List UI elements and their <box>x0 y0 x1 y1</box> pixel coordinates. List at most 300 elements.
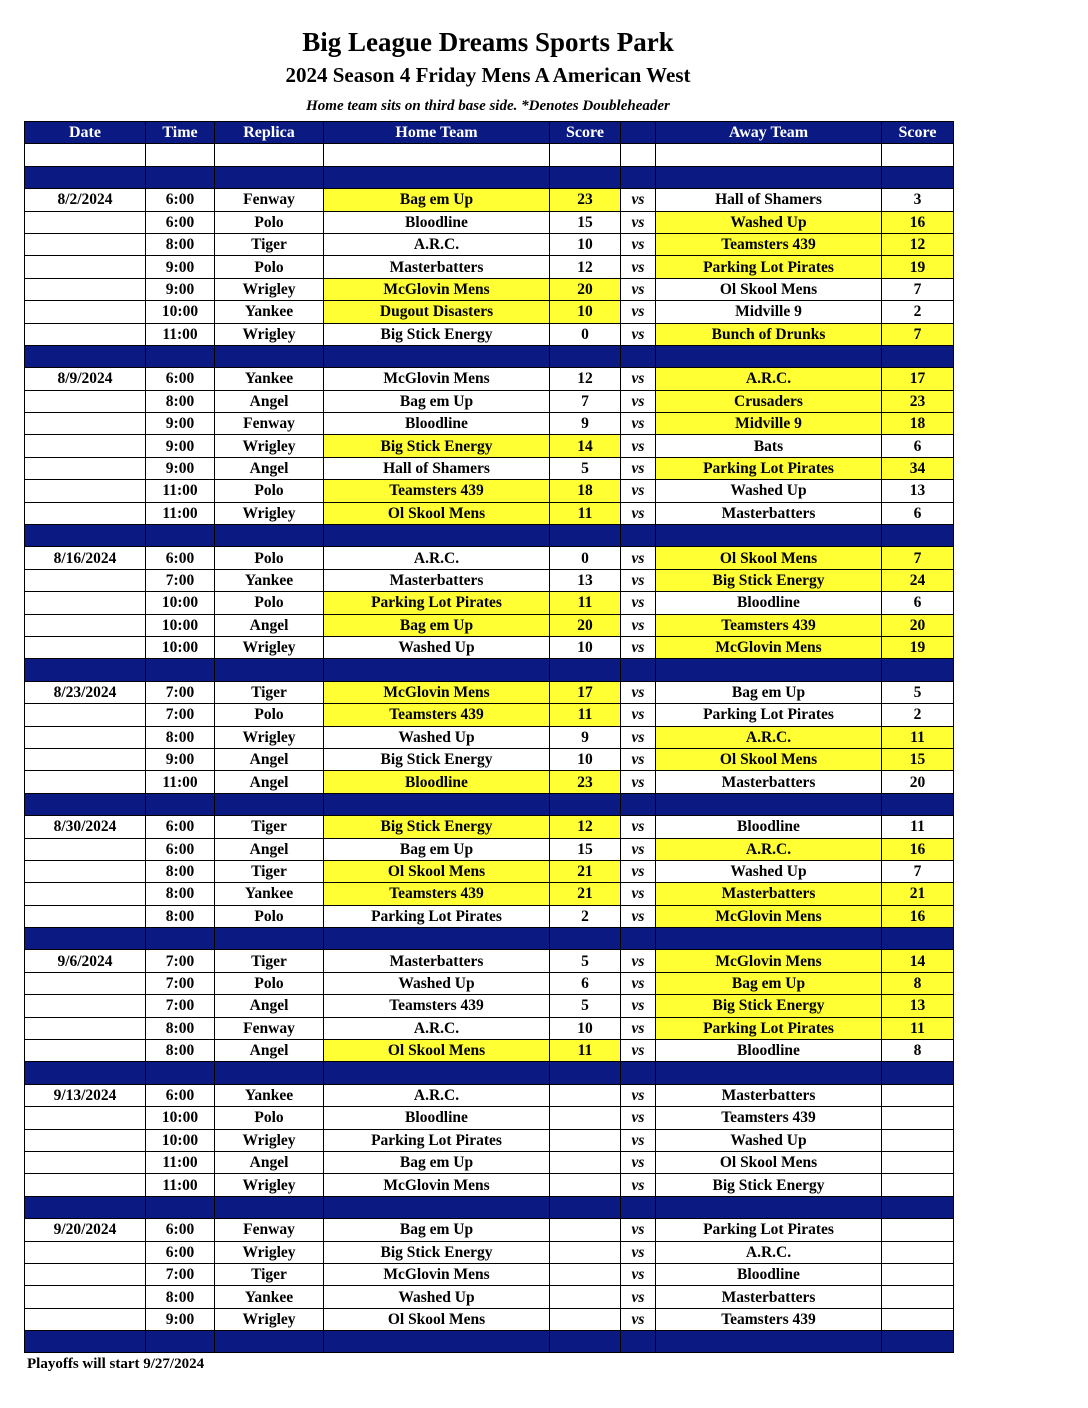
away-team: Washed Up <box>656 211 882 233</box>
away-score: 24 <box>882 569 954 591</box>
away-team: Bloodline <box>656 1040 882 1062</box>
vs-label: vs <box>621 547 656 569</box>
vs-label: vs <box>621 368 656 390</box>
away-score: 11 <box>882 1017 954 1039</box>
game-field: Yankee <box>215 301 324 323</box>
blank-cell <box>550 144 621 166</box>
game-field: Polo <box>215 547 324 569</box>
game-date-empty <box>25 1263 146 1285</box>
game-row <box>25 301 954 323</box>
separator-cell <box>25 525 146 547</box>
game-row <box>25 323 954 345</box>
col-header-time: Time <box>146 122 215 144</box>
separator-cell <box>215 1196 324 1218</box>
separator-cell <box>146 166 215 188</box>
vs-label: vs <box>621 681 656 703</box>
home-team: Big Stick Energy <box>324 435 550 457</box>
separator-cell <box>621 793 656 815</box>
home-team: Masterbatters <box>324 950 550 972</box>
blank-cell <box>621 144 656 166</box>
game-row <box>25 1017 954 1039</box>
game-field: Angel <box>215 457 324 479</box>
game-row <box>25 211 954 233</box>
game-date: 8/2/2024 <box>25 189 146 211</box>
home-score: 10 <box>550 636 621 658</box>
home-score: 11 <box>550 502 621 524</box>
separator-cell <box>550 345 621 367</box>
vs-label: vs <box>621 726 656 748</box>
home-team: McGlovin Mens <box>324 368 550 390</box>
home-score: 9 <box>550 413 621 435</box>
game-time: 11:00 <box>146 323 215 345</box>
game-time: 11:00 <box>146 502 215 524</box>
game-row <box>25 681 954 703</box>
separator-cell <box>146 659 215 681</box>
game-time: 9:00 <box>146 748 215 770</box>
away-score: 2 <box>882 704 954 726</box>
game-date: 8/16/2024 <box>25 547 146 569</box>
game-row <box>25 278 954 300</box>
game-row <box>25 569 954 591</box>
away-score: 13 <box>882 480 954 502</box>
game-row <box>25 636 954 658</box>
home-team: Parking Lot Pirates <box>324 1129 550 1151</box>
home-score: 17 <box>550 681 621 703</box>
home-score <box>550 1129 621 1151</box>
away-score: 7 <box>882 278 954 300</box>
game-field: Fenway <box>215 1219 324 1241</box>
home-team: Big Stick Energy <box>324 748 550 770</box>
home-score: 23 <box>550 189 621 211</box>
home-score: 23 <box>550 771 621 793</box>
game-field: Polo <box>215 905 324 927</box>
game-date-empty <box>25 390 146 412</box>
away-team: Crusaders <box>656 390 882 412</box>
separator-cell <box>550 1196 621 1218</box>
vs-label: vs <box>621 771 656 793</box>
separator-cell <box>324 1331 550 1353</box>
separator-cell <box>656 659 882 681</box>
home-team: Washed Up <box>324 636 550 658</box>
vs-label: vs <box>621 883 656 905</box>
game-row <box>25 972 954 994</box>
game-date-empty <box>25 233 146 255</box>
game-field: Angel <box>215 771 324 793</box>
game-field: Tiger <box>215 1263 324 1285</box>
blank-row <box>25 144 954 166</box>
away-team: Ol Skool Mens <box>656 748 882 770</box>
away-score <box>882 1107 954 1129</box>
game-date-empty <box>25 1107 146 1129</box>
away-score: 7 <box>882 547 954 569</box>
home-team: Bloodline <box>324 1107 550 1129</box>
game-row <box>25 748 954 770</box>
game-field: Polo <box>215 211 324 233</box>
game-field: Yankee <box>215 368 324 390</box>
separator-cell <box>215 659 324 681</box>
game-row <box>25 413 954 435</box>
game-time: 6:00 <box>146 1219 215 1241</box>
away-team: McGlovin Mens <box>656 950 882 972</box>
game-date-empty <box>25 1286 146 1308</box>
away-score: 11 <box>882 726 954 748</box>
game-time: 7:00 <box>146 704 215 726</box>
game-time: 10:00 <box>146 1107 215 1129</box>
separator-cell <box>146 793 215 815</box>
game-date-empty <box>25 1040 146 1062</box>
home-team: A.R.C. <box>324 233 550 255</box>
game-field: Polo <box>215 592 324 614</box>
separator-cell <box>25 1196 146 1218</box>
away-score: 17 <box>882 368 954 390</box>
home-score: 9 <box>550 726 621 748</box>
home-team: Bloodline <box>324 771 550 793</box>
vs-label: vs <box>621 569 656 591</box>
game-date-empty <box>25 883 146 905</box>
game-date-empty <box>25 592 146 614</box>
home-team: Ol Skool Mens <box>324 1040 550 1062</box>
home-score <box>550 1174 621 1196</box>
vs-label: vs <box>621 480 656 502</box>
game-row <box>25 1286 954 1308</box>
week-separator-row <box>25 525 954 547</box>
week-separator-row <box>25 1062 954 1084</box>
vs-label: vs <box>621 905 656 927</box>
game-row <box>25 995 954 1017</box>
vs-label: vs <box>621 995 656 1017</box>
home-team: Bloodline <box>324 413 550 435</box>
game-date: 8/23/2024 <box>25 681 146 703</box>
game-date-empty <box>25 1017 146 1039</box>
game-field: Yankee <box>215 1084 324 1106</box>
away-score: 6 <box>882 502 954 524</box>
game-date-empty <box>25 972 146 994</box>
game-time: 11:00 <box>146 771 215 793</box>
game-time: 10:00 <box>146 636 215 658</box>
home-score: 6 <box>550 972 621 994</box>
away-team: A.R.C. <box>656 1241 882 1263</box>
game-row <box>25 233 954 255</box>
game-date-empty <box>25 995 146 1017</box>
away-score: 12 <box>882 233 954 255</box>
game-field: Wrigley <box>215 1241 324 1263</box>
game-field: Angel <box>215 1040 324 1062</box>
vs-label: vs <box>621 301 656 323</box>
home-team: Big Stick Energy <box>324 323 550 345</box>
away-score: 18 <box>882 413 954 435</box>
away-team: Ol Skool Mens <box>656 547 882 569</box>
game-field: Tiger <box>215 233 324 255</box>
game-row <box>25 883 954 905</box>
game-row <box>25 1084 954 1106</box>
game-field: Polo <box>215 1107 324 1129</box>
home-score <box>550 1241 621 1263</box>
away-score: 6 <box>882 592 954 614</box>
home-team: McGlovin Mens <box>324 278 550 300</box>
game-time: 11:00 <box>146 1151 215 1173</box>
game-date: 9/13/2024 <box>25 1084 146 1106</box>
home-score: 12 <box>550 256 621 278</box>
separator-cell <box>550 793 621 815</box>
vs-label: vs <box>621 413 656 435</box>
game-field: Tiger <box>215 816 324 838</box>
game-date-empty <box>25 614 146 636</box>
game-row <box>25 860 954 882</box>
away-score <box>882 1241 954 1263</box>
separator-cell <box>215 793 324 815</box>
game-row <box>25 480 954 502</box>
vs-label: vs <box>621 1286 656 1308</box>
game-field: Angel <box>215 995 324 1017</box>
home-score: 12 <box>550 816 621 838</box>
home-score: 10 <box>550 301 621 323</box>
vs-label: vs <box>621 838 656 860</box>
separator-cell <box>215 166 324 188</box>
separator-cell <box>25 793 146 815</box>
away-team: Midville 9 <box>656 301 882 323</box>
game-date-empty <box>25 413 146 435</box>
away-score <box>882 1308 954 1330</box>
blank-cell <box>25 144 146 166</box>
game-date-empty <box>25 480 146 502</box>
separator-cell <box>215 928 324 950</box>
home-team: Bag em Up <box>324 614 550 636</box>
week-separator-row <box>25 659 954 681</box>
away-team: Parking Lot Pirates <box>656 1017 882 1039</box>
game-date-empty <box>25 704 146 726</box>
away-score: 8 <box>882 1040 954 1062</box>
separator-cell <box>621 1331 656 1353</box>
home-team: Teamsters 439 <box>324 704 550 726</box>
game-time: 8:00 <box>146 233 215 255</box>
separator-cell <box>656 793 882 815</box>
game-time: 10:00 <box>146 592 215 614</box>
home-team: McGlovin Mens <box>324 1263 550 1285</box>
away-score: 16 <box>882 211 954 233</box>
home-score: 21 <box>550 883 621 905</box>
game-date-empty <box>25 860 146 882</box>
separator-cell <box>550 928 621 950</box>
separator-cell <box>621 659 656 681</box>
vs-label: vs <box>621 1263 656 1285</box>
home-team: Ol Skool Mens <box>324 1308 550 1330</box>
vs-label: vs <box>621 1174 656 1196</box>
separator-cell <box>324 166 550 188</box>
game-time: 8:00 <box>146 1040 215 1062</box>
week-separator-row <box>25 345 954 367</box>
vs-label: vs <box>621 189 656 211</box>
away-score: 34 <box>882 457 954 479</box>
separator-cell <box>882 928 954 950</box>
separator-cell <box>621 166 656 188</box>
home-score: 18 <box>550 480 621 502</box>
away-team: Teamsters 439 <box>656 233 882 255</box>
game-row <box>25 592 954 614</box>
home-score: 13 <box>550 569 621 591</box>
col-header-home-team: Home Team <box>324 122 550 144</box>
separator-cell <box>656 345 882 367</box>
col-header-date: Date <box>25 122 146 144</box>
away-score <box>882 1219 954 1241</box>
game-row <box>25 457 954 479</box>
separator-cell <box>656 1062 882 1084</box>
game-field: Wrigley <box>215 726 324 748</box>
away-score: 2 <box>882 301 954 323</box>
away-score: 20 <box>882 771 954 793</box>
game-field: Polo <box>215 480 324 502</box>
game-time: 8:00 <box>146 1017 215 1039</box>
away-team: Bloodline <box>656 816 882 838</box>
blank-cell <box>324 144 550 166</box>
home-score: 11 <box>550 1040 621 1062</box>
away-score: 16 <box>882 905 954 927</box>
game-field: Angel <box>215 748 324 770</box>
game-date-empty <box>25 771 146 793</box>
week-separator-row <box>25 166 954 188</box>
game-date-empty <box>25 1308 146 1330</box>
away-team: Masterbatters <box>656 1084 882 1106</box>
separator-cell <box>324 1196 550 1218</box>
week-separator-row <box>25 1331 954 1353</box>
game-row <box>25 1107 954 1129</box>
game-time: 9:00 <box>146 278 215 300</box>
away-team: Washed Up <box>656 1129 882 1151</box>
away-score: 3 <box>882 189 954 211</box>
game-time: 9:00 <box>146 457 215 479</box>
game-date-empty <box>25 1241 146 1263</box>
game-row <box>25 726 954 748</box>
away-score: 13 <box>882 995 954 1017</box>
away-team: Parking Lot Pirates <box>656 457 882 479</box>
game-field: Polo <box>215 972 324 994</box>
separator-cell <box>550 166 621 188</box>
game-date-empty <box>25 636 146 658</box>
separator-cell <box>215 525 324 547</box>
away-team: Ol Skool Mens <box>656 1151 882 1173</box>
home-team: Ol Skool Mens <box>324 502 550 524</box>
away-team: Washed Up <box>656 860 882 882</box>
home-team: A.R.C. <box>324 547 550 569</box>
game-date-empty <box>25 502 146 524</box>
game-time: 6:00 <box>146 189 215 211</box>
game-row <box>25 1308 954 1330</box>
game-time: 8:00 <box>146 883 215 905</box>
vs-label: vs <box>621 1084 656 1106</box>
vs-label: vs <box>621 1107 656 1129</box>
away-team: Bloodline <box>656 592 882 614</box>
vs-label: vs <box>621 1219 656 1241</box>
game-row <box>25 1219 954 1241</box>
game-time: 8:00 <box>146 1286 215 1308</box>
separator-cell <box>215 1331 324 1353</box>
away-team: McGlovin Mens <box>656 905 882 927</box>
separator-cell <box>324 659 550 681</box>
separator-cell <box>324 525 550 547</box>
game-date: 9/6/2024 <box>25 950 146 972</box>
game-field: Wrigley <box>215 323 324 345</box>
game-row <box>25 950 954 972</box>
separator-cell <box>621 1062 656 1084</box>
game-row <box>25 1040 954 1062</box>
away-score: 19 <box>882 256 954 278</box>
away-team: Bag em Up <box>656 681 882 703</box>
home-score: 11 <box>550 592 621 614</box>
separator-cell <box>550 525 621 547</box>
vs-label: vs <box>621 1308 656 1330</box>
home-team: McGlovin Mens <box>324 1174 550 1196</box>
game-date: 8/30/2024 <box>25 816 146 838</box>
vs-label: vs <box>621 278 656 300</box>
away-team: A.R.C. <box>656 838 882 860</box>
game-row <box>25 189 954 211</box>
away-team: Bloodline <box>656 1263 882 1285</box>
game-time: 9:00 <box>146 1308 215 1330</box>
separator-cell <box>25 928 146 950</box>
game-row <box>25 502 954 524</box>
away-score <box>882 1084 954 1106</box>
separator-cell <box>882 525 954 547</box>
vs-label: vs <box>621 1129 656 1151</box>
separator-cell <box>656 928 882 950</box>
game-row <box>25 905 954 927</box>
game-time: 11:00 <box>146 480 215 502</box>
schedule-table <box>24 121 954 1353</box>
away-team: Masterbatters <box>656 502 882 524</box>
game-field: Yankee <box>215 569 324 591</box>
page-title: Big League Dreams Sports Park <box>302 27 674 57</box>
game-field: Wrigley <box>215 1129 324 1151</box>
game-field: Fenway <box>215 189 324 211</box>
away-team: A.R.C. <box>656 726 882 748</box>
home-team: Washed Up <box>324 972 550 994</box>
away-team: Hall of Shamers <box>656 189 882 211</box>
away-team: Teamsters 439 <box>656 1308 882 1330</box>
game-date-empty <box>25 301 146 323</box>
header-row <box>25 122 954 144</box>
game-time: 8:00 <box>146 905 215 927</box>
separator-cell <box>324 793 550 815</box>
game-time: 6:00 <box>146 211 215 233</box>
away-score <box>882 1286 954 1308</box>
home-team: Teamsters 439 <box>324 480 550 502</box>
away-score: 14 <box>882 950 954 972</box>
home-score: 15 <box>550 211 621 233</box>
home-team: Dugout Disasters <box>324 301 550 323</box>
away-score: 19 <box>882 636 954 658</box>
col-header-away-team: Away Team <box>656 122 882 144</box>
home-team: Washed Up <box>324 726 550 748</box>
game-field: Polo <box>215 704 324 726</box>
home-team: Bag em Up <box>324 1151 550 1173</box>
game-time: 10:00 <box>146 1129 215 1151</box>
separator-cell <box>656 1196 882 1218</box>
home-score <box>550 1308 621 1330</box>
blank-cell <box>882 144 954 166</box>
game-date-empty <box>25 1151 146 1173</box>
away-score: 8 <box>882 972 954 994</box>
home-score <box>550 1107 621 1129</box>
away-team: Parking Lot Pirates <box>656 1219 882 1241</box>
away-team: Bag em Up <box>656 972 882 994</box>
vs-label: vs <box>621 435 656 457</box>
separator-cell <box>656 1331 882 1353</box>
game-date: 8/9/2024 <box>25 368 146 390</box>
game-row <box>25 1174 954 1196</box>
home-team: Ol Skool Mens <box>324 860 550 882</box>
away-team: Teamsters 439 <box>656 1107 882 1129</box>
game-row <box>25 1241 954 1263</box>
home-team: Parking Lot Pirates <box>324 905 550 927</box>
